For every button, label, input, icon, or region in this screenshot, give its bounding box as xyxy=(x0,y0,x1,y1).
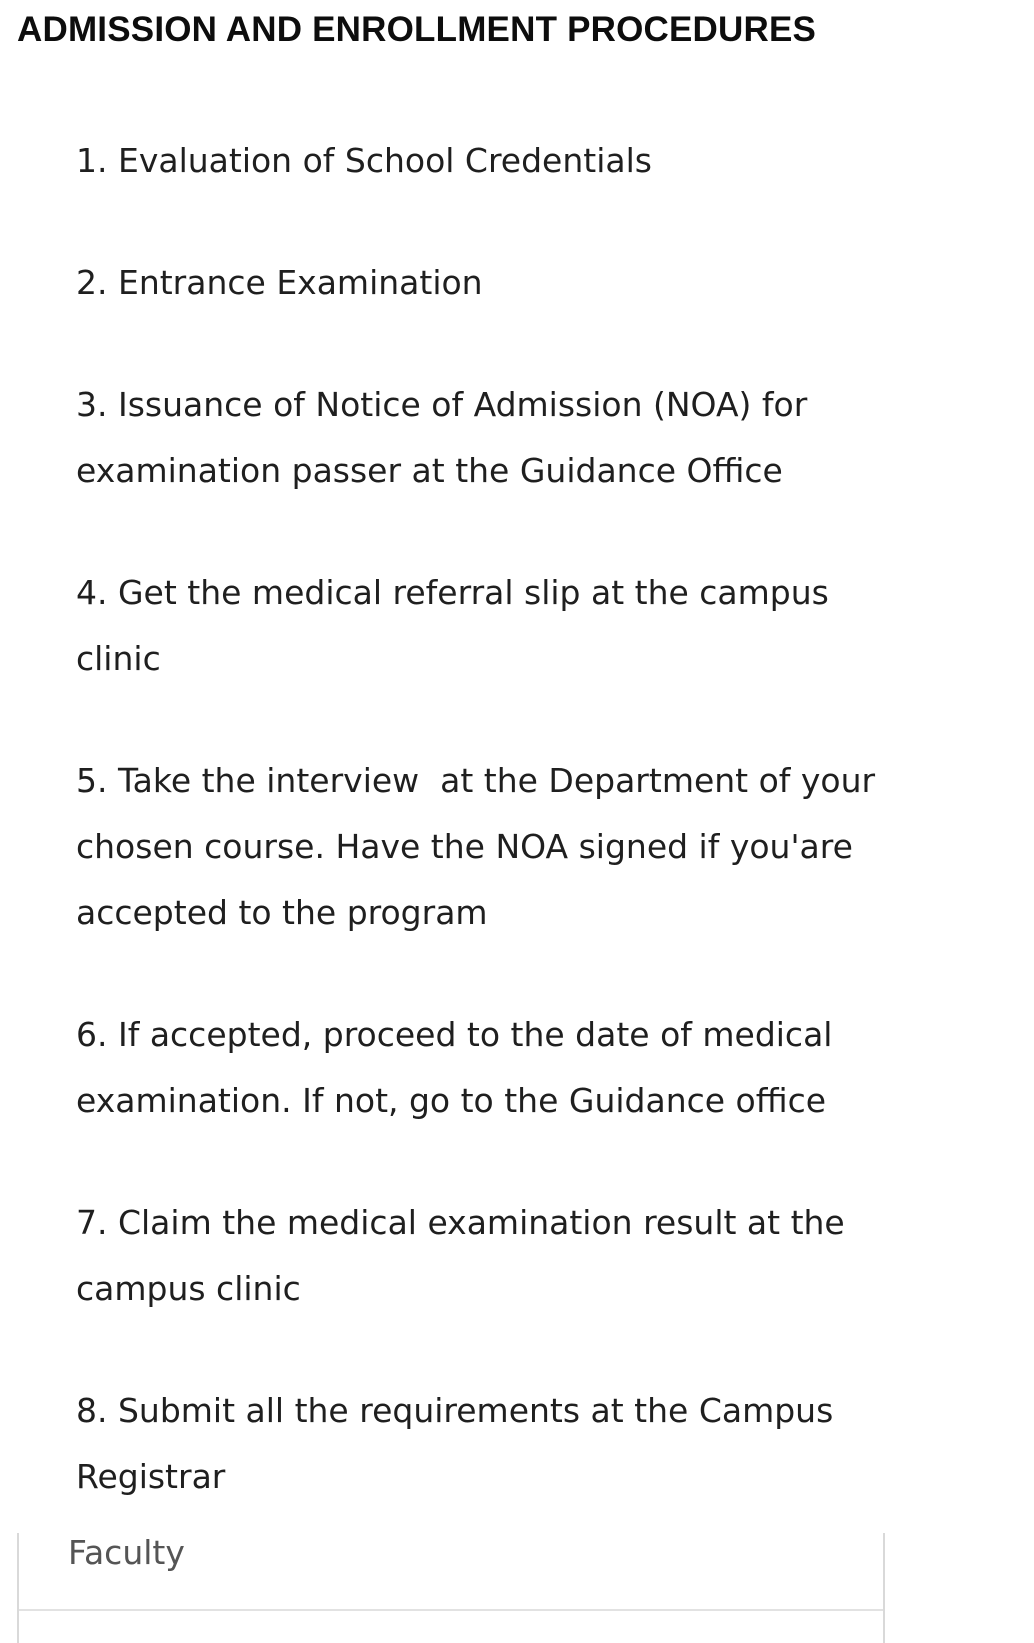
procedure-step-1: 1. Evaluation of School Credentials xyxy=(76,141,652,180)
faculty-divider xyxy=(19,1609,883,1611)
procedure-step-4: 4. Get the medical referral slip at the campus clinic xyxy=(76,573,840,678)
procedure-step-5: 5. Take the interview at the Department of your chosen course. Have the NOA signed if you'are accepted to the program xyxy=(76,761,886,932)
faculty-section[interactable] xyxy=(17,1533,885,1643)
faculty-label: Faculty xyxy=(68,1533,185,1572)
procedure-step-3: 3. Issuance of Notice of Admission (NOA) for examination passer at the Guidance Office xyxy=(76,385,818,490)
page-title: ADMISSION AND ENROLLMENT PROCEDURES xyxy=(17,10,817,49)
procedure-step-2: 2. Entrance Examination xyxy=(76,263,483,302)
procedure-step-7: 7. Claim the medical examination result at the campus clinic xyxy=(76,1203,856,1308)
procedure-step-8: 8. Submit all the requirements at the Campus Registrar xyxy=(76,1391,844,1496)
procedure-step-6: 6. If accepted, proceed to the date of medical examination. If not, go to the Guidance office xyxy=(76,1015,843,1120)
procedure-steps-list xyxy=(76,128,906,1510)
